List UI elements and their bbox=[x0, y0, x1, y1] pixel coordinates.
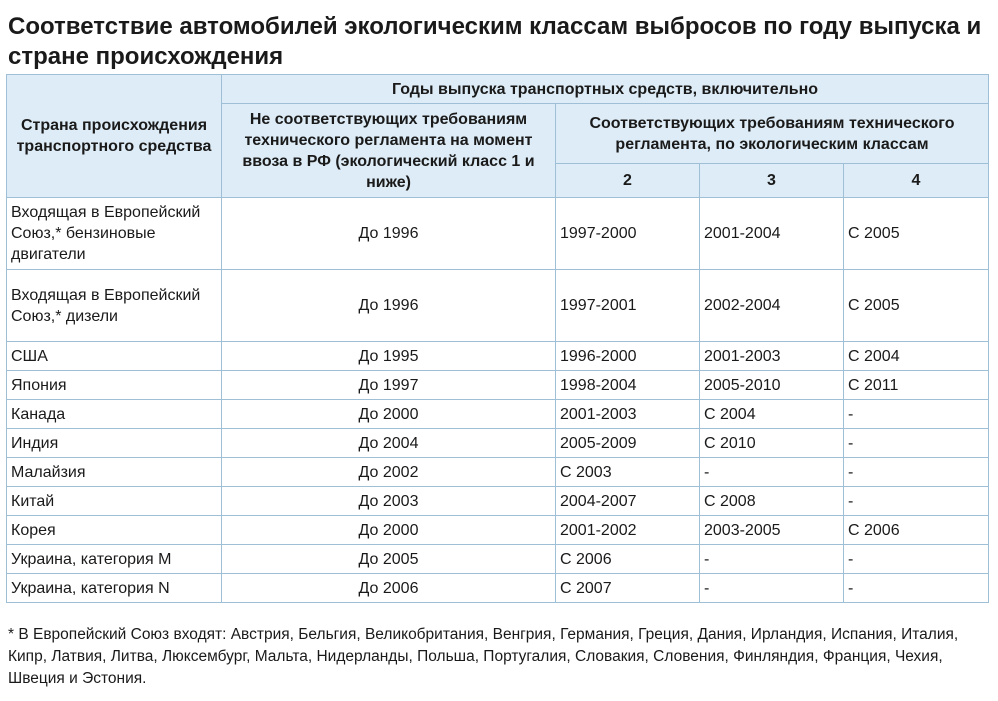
cell-non-compliant: До 2000 bbox=[222, 400, 556, 429]
cell-class-4: - bbox=[844, 429, 989, 458]
cell-country: Украина, категория N bbox=[7, 574, 222, 603]
cell-non-compliant: До 2002 bbox=[222, 458, 556, 487]
cell-class-3: С 2004 bbox=[700, 400, 844, 429]
header-years-group: Годы выпуска транспортных средств, включительно bbox=[222, 75, 989, 104]
table-row bbox=[7, 516, 989, 545]
cell-class-3: - bbox=[700, 545, 844, 574]
table-row bbox=[7, 487, 989, 516]
cell-class-4: - bbox=[844, 574, 989, 603]
cell-class-4: С 2005 bbox=[844, 198, 989, 270]
table-row bbox=[7, 198, 989, 270]
cell-class-2: 2005-2009 bbox=[556, 429, 700, 458]
cell-class-2: 2004-2007 bbox=[556, 487, 700, 516]
table-row bbox=[7, 458, 989, 487]
cell-class-3: 2005-2010 bbox=[700, 371, 844, 400]
emission-classes-table bbox=[6, 74, 989, 603]
cell-class-2: 1996-2000 bbox=[556, 342, 700, 371]
cell-class-3: - bbox=[700, 458, 844, 487]
cell-country: Входящая в Европейский Союз,* дизели bbox=[7, 270, 222, 342]
cell-non-compliant: До 1997 bbox=[222, 371, 556, 400]
table-row bbox=[7, 574, 989, 603]
cell-country: Канада bbox=[7, 400, 222, 429]
cell-class-3: - bbox=[700, 574, 844, 603]
cell-country: Корея bbox=[7, 516, 222, 545]
header-country: Страна происхождения транспортного средства bbox=[7, 75, 222, 198]
cell-class-2: С 2006 bbox=[556, 545, 700, 574]
cell-class-2: С 2003 bbox=[556, 458, 700, 487]
cell-class-2: 2001-2003 bbox=[556, 400, 700, 429]
cell-class-4: - bbox=[844, 487, 989, 516]
cell-class-2: С 2007 bbox=[556, 574, 700, 603]
cell-class-4: С 2004 bbox=[844, 342, 989, 371]
table-row bbox=[7, 400, 989, 429]
cell-non-compliant: До 2003 bbox=[222, 487, 556, 516]
cell-non-compliant: До 1995 bbox=[222, 342, 556, 371]
cell-country: Китай bbox=[7, 487, 222, 516]
cell-country: Индия bbox=[7, 429, 222, 458]
cell-class-3: С 2008 bbox=[700, 487, 844, 516]
cell-class-3: 2003-2005 bbox=[700, 516, 844, 545]
page-title: Соответствие автомобилей экологическим классам выбросов по году выпуска и стране происхождения bbox=[8, 13, 982, 70]
cell-class-3: 2001-2004 bbox=[700, 198, 844, 270]
table-row bbox=[7, 371, 989, 400]
cell-class-4: С 2011 bbox=[844, 371, 989, 400]
table-row bbox=[7, 545, 989, 574]
cell-class-4: С 2005 bbox=[844, 270, 989, 342]
cell-non-compliant: До 1996 bbox=[222, 270, 556, 342]
header-non-compliant: Не соответствующих требованиям технического регламента на момент ввоза в РФ (экологический класс 1 и ниже) bbox=[222, 104, 556, 198]
cell-class-4: С 2006 bbox=[844, 516, 989, 545]
cell-class-2: 1998-2004 bbox=[556, 371, 700, 400]
header-compliant-group: Соответствующих требованиям технического регламента, по экологическим классам bbox=[556, 104, 989, 164]
cell-class-3: С 2010 bbox=[700, 429, 844, 458]
header-class-2: 2 bbox=[556, 164, 700, 198]
cell-class-4: - bbox=[844, 458, 989, 487]
cell-class-2: 1997-2000 bbox=[556, 198, 700, 270]
table-row bbox=[7, 342, 989, 371]
cell-class-2: 2001-2002 bbox=[556, 516, 700, 545]
cell-country: Малайзия bbox=[7, 458, 222, 487]
cell-class-3: 2002-2004 bbox=[700, 270, 844, 342]
cell-class-4: - bbox=[844, 545, 989, 574]
cell-country: Украина, категория M bbox=[7, 545, 222, 574]
cell-class-3: 2001-2003 bbox=[700, 342, 844, 371]
header-class-4: 4 bbox=[844, 164, 989, 198]
cell-non-compliant: До 2006 bbox=[222, 574, 556, 603]
cell-non-compliant: До 2004 bbox=[222, 429, 556, 458]
footnote: * В Европейский Союз входят: Австрия, Бельгия, Великобритания, Венгрия, Германия, Греция, Дания, Ирландия, Испания, Италия, Кипр, Латвия, Литва, Люксембург, Мальта, Нидерланды, Польша, Португалия, Словакия, Словения, Финляндия, Франция, Чехия, Швеция и Эстония. bbox=[8, 626, 959, 687]
cell-non-compliant: До 1996 bbox=[222, 198, 556, 270]
cell-non-compliant: До 2005 bbox=[222, 545, 556, 574]
cell-country: Япония bbox=[7, 371, 222, 400]
cell-class-2: 1997-2001 bbox=[556, 270, 700, 342]
cell-non-compliant: До 2000 bbox=[222, 516, 556, 545]
table-row bbox=[7, 270, 989, 342]
header-class-3: 3 bbox=[700, 164, 844, 198]
cell-country: Входящая в Европейский Союз,* бензиновые двигатели bbox=[7, 198, 222, 270]
cell-country: США bbox=[7, 342, 222, 371]
table-row bbox=[7, 429, 989, 458]
cell-class-4: - bbox=[844, 400, 989, 429]
